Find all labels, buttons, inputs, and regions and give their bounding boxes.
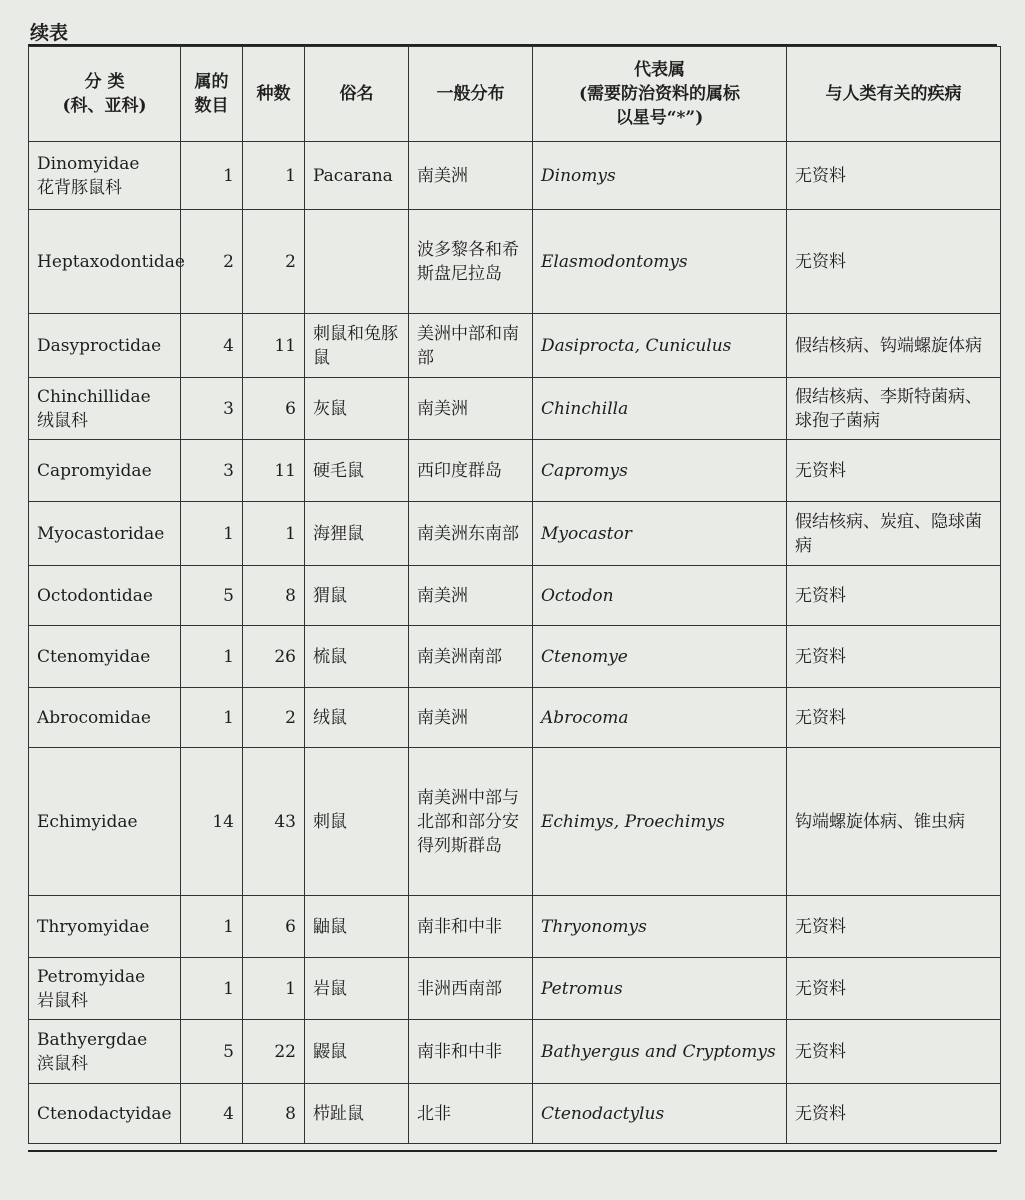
representative-genus-cell: Chinchilla: [533, 378, 787, 440]
species-count-cell: 1: [243, 142, 305, 210]
common-name-cell: 栉趾鼠: [305, 1084, 409, 1144]
common-name-cell: 绒鼠: [305, 688, 409, 748]
table-row: [29, 1084, 1001, 1144]
header-row: [29, 47, 1001, 142]
representative-genus-cell: Petromus: [533, 958, 787, 1020]
distribution-cell: 波多黎各和希斯盘尼拉岛: [409, 210, 533, 314]
family-cell: [29, 1084, 181, 1144]
genera-count-cell: 14: [181, 748, 243, 896]
table-row: [29, 502, 1001, 566]
representative-genus-cell: Dasiprocta, Cuniculus: [533, 314, 787, 378]
family-cell: [29, 314, 181, 378]
header-common-name: 俗名: [305, 47, 409, 142]
family-cell: [29, 142, 181, 210]
common-name-cell: 鼹鼠: [305, 1020, 409, 1084]
distribution-cell: 南美洲南部: [409, 626, 533, 688]
species-count-cell: 1: [243, 958, 305, 1020]
genera-count-cell: 1: [181, 958, 243, 1020]
common-name-cell: 灰鼠: [305, 378, 409, 440]
family-name: Octodontidae: [37, 585, 153, 606]
representative-genus-cell: Dinomys: [533, 142, 787, 210]
representative-genus-cell: Capromys: [533, 440, 787, 502]
species-count-cell: 11: [243, 440, 305, 502]
disease-cell: 假结核病、钩端螺旋体病: [787, 314, 1001, 378]
species-count-cell: 11: [243, 314, 305, 378]
genera-count-cell: 1: [181, 142, 243, 210]
family-name: Echimyidae: [37, 811, 138, 832]
header-distribution: 一般分布: [409, 47, 533, 142]
family-name: Abrocomidae: [37, 707, 151, 728]
common-name-cell: 刺鼠: [305, 748, 409, 896]
genera-count-cell: 1: [181, 626, 243, 688]
family-name: Ctenodactyidae: [37, 1103, 172, 1124]
distribution-cell: 南非和中非: [409, 1020, 533, 1084]
family-name: Capromyidae: [37, 460, 152, 481]
species-count-cell: 6: [243, 896, 305, 958]
distribution-cell: 南美洲: [409, 142, 533, 210]
family-cell: [29, 210, 185, 314]
header-diseases: 与人类有关的疾病: [787, 47, 1001, 142]
representative-genus-cell: Bathyergus and Cryptomys: [533, 1020, 787, 1084]
family-name-cn: 花背豚鼠科: [37, 177, 122, 198]
common-name-cell: 岩鼠: [305, 958, 409, 1020]
genera-count-cell: 3: [181, 378, 243, 440]
species-count-cell: 26: [243, 626, 305, 688]
species-count-cell: 8: [243, 1084, 305, 1144]
disease-cell: 假结核病、炭疽、隐球菌病: [787, 502, 1001, 566]
family-name: Myocastoridae: [37, 523, 165, 544]
species-count-cell: 1: [243, 502, 305, 566]
representative-genus-cell: Elasmodontomys: [533, 210, 787, 314]
disease-cell: 无资料: [787, 210, 1001, 314]
common-name-cell: 刺鼠和兔豚鼠: [305, 314, 409, 378]
family-cell: [29, 688, 181, 748]
disease-cell: 无资料: [787, 896, 1001, 958]
table-row: [29, 566, 1001, 626]
bottom-rule: [28, 1150, 997, 1152]
common-name-cell: 海狸鼠: [305, 502, 409, 566]
table-body: [29, 142, 1001, 1144]
representative-genus-cell: Octodon: [533, 566, 787, 626]
representative-genus-cell: Echimys, Proechimys: [533, 748, 787, 896]
representative-genus-cell: Ctenodactylus: [533, 1084, 787, 1144]
table-row: [29, 748, 1001, 896]
disease-cell: 无资料: [787, 440, 1001, 502]
disease-cell: 无资料: [787, 1084, 1001, 1144]
genera-count-cell: 1: [181, 502, 243, 566]
common-name-cell: 梳鼠: [305, 626, 409, 688]
disease-cell: 无资料: [787, 688, 1001, 748]
family-name: Chinchillidae: [37, 386, 151, 407]
family-cell: [29, 440, 181, 502]
family-cell: [29, 378, 181, 440]
disease-cell: 无资料: [787, 142, 1001, 210]
family-cell: [29, 958, 181, 1020]
representative-genus-cell: Myocastor: [533, 502, 787, 566]
genera-count-cell: 5: [181, 566, 243, 626]
header-genera-count: 属的 数目: [181, 47, 243, 142]
family-name-cn: 滨鼠科: [37, 1053, 88, 1074]
table-row: [29, 210, 1001, 314]
table-row: [29, 314, 1001, 378]
table-row: [29, 688, 1001, 748]
disease-cell: 无资料: [787, 626, 1001, 688]
distribution-cell: 北非: [409, 1084, 533, 1144]
table-row: [29, 958, 1001, 1020]
family-name: Petromyidae: [37, 966, 146, 987]
distribution-cell: 南非和中非: [409, 896, 533, 958]
family-cell: [29, 502, 181, 566]
rodent-family-table: [28, 46, 1001, 1144]
family-cell: [29, 896, 181, 958]
genera-count-cell: 5: [181, 1020, 243, 1084]
family-cell: [29, 1020, 181, 1084]
family-cell: [29, 566, 181, 626]
distribution-cell: 南美洲中部与北部和部分安得列斯群岛: [409, 748, 533, 896]
distribution-cell: 南美洲: [409, 566, 533, 626]
common-name-cell: [305, 210, 409, 314]
family-name: Dinomyidae: [37, 153, 140, 174]
genera-count-cell: 1: [181, 896, 243, 958]
family-name: Heptaxodontidae: [37, 251, 185, 272]
family-name-cn: 岩鼠科: [37, 990, 88, 1011]
common-name-cell: Pacarana: [305, 142, 409, 210]
distribution-cell: 南美洲: [409, 688, 533, 748]
disease-cell: 钩端螺旋体病、锥虫病: [787, 748, 1001, 896]
table-row: [29, 440, 1001, 502]
disease-cell: 假结核病、李斯特菌病、球孢子菌病: [787, 378, 1001, 440]
table-row: [29, 1020, 1001, 1084]
family-name: Thryomyidae: [37, 916, 150, 937]
header-species-count: 种数: [243, 47, 305, 142]
genera-count-cell: 2: [181, 210, 243, 314]
table-row: [29, 142, 1001, 210]
family-name: Ctenomyidae: [37, 646, 151, 667]
representative-genus-cell: Abrocoma: [533, 688, 787, 748]
representative-genus-cell: Ctenomye: [533, 626, 787, 688]
genera-count-cell: 4: [181, 314, 243, 378]
common-name-cell: 鼬鼠: [305, 896, 409, 958]
disease-cell: 无资料: [787, 958, 1001, 1020]
family-name: Dasyproctidae: [37, 335, 162, 356]
disease-cell: 无资料: [787, 1020, 1001, 1084]
species-count-cell: 6: [243, 378, 305, 440]
header-representative-genus: 代表属 (需要防治资料的属标 以星号“*”): [533, 47, 787, 142]
species-count-cell: 2: [243, 688, 305, 748]
genera-count-cell: 4: [181, 1084, 243, 1144]
table-row: [29, 626, 1001, 688]
common-name-cell: 硬毛鼠: [305, 440, 409, 502]
family-cell: [29, 748, 181, 896]
header-classification: 分 类 (科、亚科): [29, 47, 181, 142]
table-row: [29, 896, 1001, 958]
table-row: [29, 378, 1001, 440]
genera-count-cell: 1: [181, 688, 243, 748]
distribution-cell: 南美洲: [409, 378, 533, 440]
page-header: 续表: [30, 22, 69, 44]
disease-cell: 无资料: [787, 566, 1001, 626]
distribution-cell: 非洲西南部: [409, 958, 533, 1020]
distribution-cell: 西印度群岛: [409, 440, 533, 502]
family-name: Bathyergdae: [37, 1029, 148, 1050]
distribution-cell: 美洲中部和南部: [409, 314, 533, 378]
representative-genus-cell: Thryonomys: [533, 896, 787, 958]
genera-count-cell: 3: [181, 440, 243, 502]
distribution-cell: 南美洲东南部: [409, 502, 533, 566]
family-name-cn: 绒鼠科: [37, 410, 88, 431]
species-count-cell: 43: [243, 748, 305, 896]
family-cell: [29, 626, 181, 688]
common-name-cell: 猬鼠: [305, 566, 409, 626]
species-count-cell: 2: [243, 210, 305, 314]
species-count-cell: 8: [243, 566, 305, 626]
species-count-cell: 22: [243, 1020, 305, 1084]
